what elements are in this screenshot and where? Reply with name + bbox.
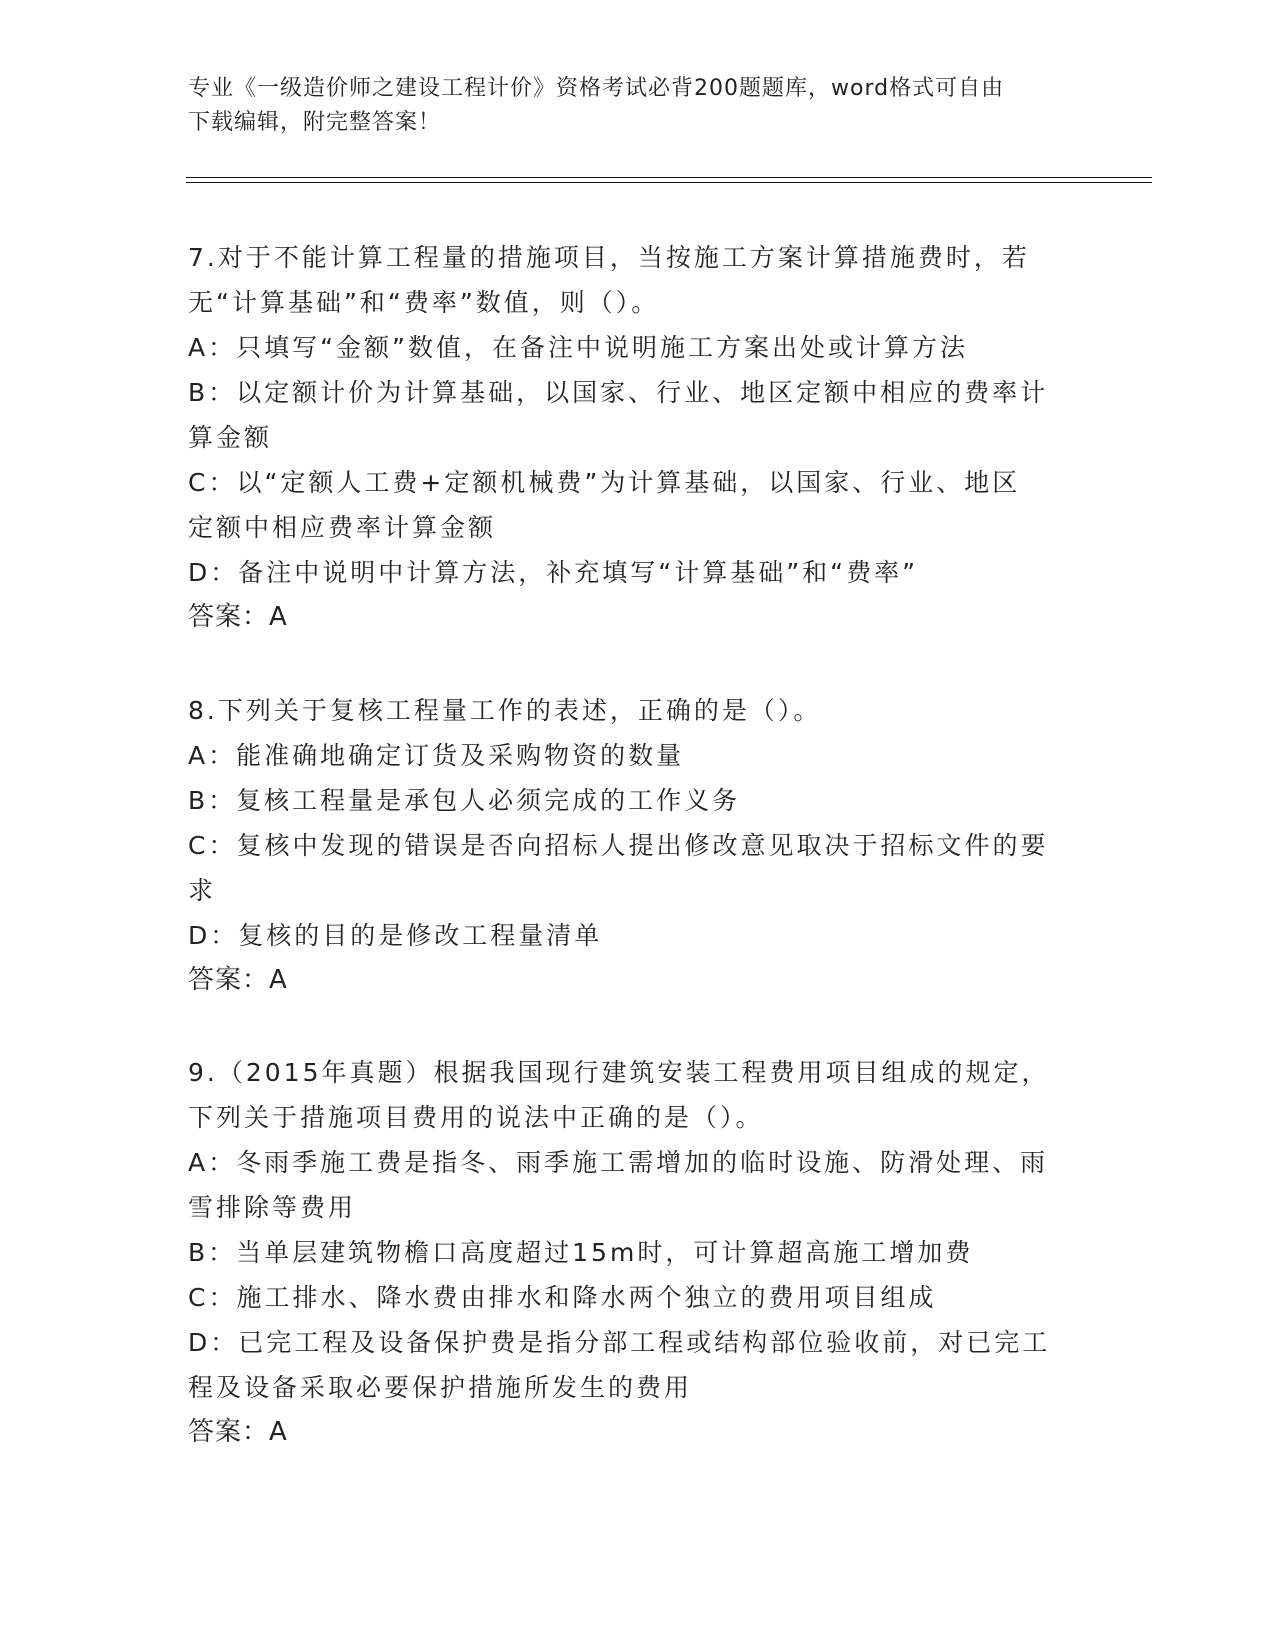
option-c-continued: 求 <box>188 876 217 905</box>
answer: 答案：A <box>188 965 288 995</box>
option-d: D：已完工程及设备保护费是指分部工程或结构部位验收前，对已完工 <box>188 1328 1051 1357</box>
option-d-continued: 程及设备采取必要保护措施所发生的费用 <box>188 1373 693 1402</box>
option-b: B：复核工程量是承包人必须完成的工作义务 <box>188 786 741 815</box>
header-divider-bottom <box>186 182 1152 183</box>
answer: 答案：A <box>188 602 288 632</box>
option-a: A：只填写“金额”数值，在备注中说明施工方案出处或计算方法 <box>188 333 969 362</box>
header-divider-top <box>186 177 1152 178</box>
option-d: D：备注中说明中计算方法，补充填写“计算基础”和“费率” <box>188 558 919 587</box>
question-stem-line: 7.对于不能计算工程量的措施项目，当按施工方案计算措施费时，若 <box>188 243 1030 272</box>
question-7 <box>188 235 1088 640</box>
question-stem-line: 下列关于措施项目费用的说法中正确的是（）。 <box>188 1103 764 1132</box>
option-c: C：以“定额人工费+定额机械费”为计算基础，以国家、行业、地区 <box>188 468 1021 497</box>
header-line-2: 下载编辑，附完整答案！ <box>188 110 442 135</box>
option-a: A：能准确地确定订货及采购物资的数量 <box>188 741 685 770</box>
document-header <box>188 72 1088 140</box>
option-a-continued: 雪排除等费用 <box>188 1193 357 1222</box>
option-c: C：施工排水、降水费由排水和降水两个独立的费用项目组成 <box>188 1283 937 1312</box>
option-d: D：复核的目的是修改工程量清单 <box>188 921 603 950</box>
option-c: C：复核中发现的错误是否向招标人提出修改意见取决于招标文件的要 <box>188 831 1049 860</box>
question-9 <box>188 1050 1088 1455</box>
option-a: A：冬雨季施工费是指冬、雨季施工需增加的临时设施、防滑处理、雨 <box>188 1148 1049 1177</box>
question-stem-line: 9.（2015年真题）根据我国现行建筑安装工程费用项目组成的规定， <box>188 1058 1050 1087</box>
header-line-1: 专业《一级造价师之建设工程计价》资格考试必背200题题库，word格式可自由 <box>188 76 1005 101</box>
option-b: B：当单层建筑物檐口高度超过15m时，可计算超高施工增加费 <box>188 1238 974 1267</box>
answer: 答案：A <box>188 1417 288 1447</box>
option-c-continued: 定额中相应费率计算金额 <box>188 513 497 542</box>
question-stem-line: 无“计算基础”和“费率”数值，则（）。 <box>188 288 660 317</box>
question-8 <box>188 688 1088 1003</box>
question-stem-line: 8.下列关于复核工程量工作的表述，正确的是（）。 <box>188 696 822 725</box>
option-b-continued: 算金额 <box>188 423 273 452</box>
option-b: B：以定额计价为计算基础，以国家、行业、地区定额中相应的费率计 <box>188 378 1049 407</box>
